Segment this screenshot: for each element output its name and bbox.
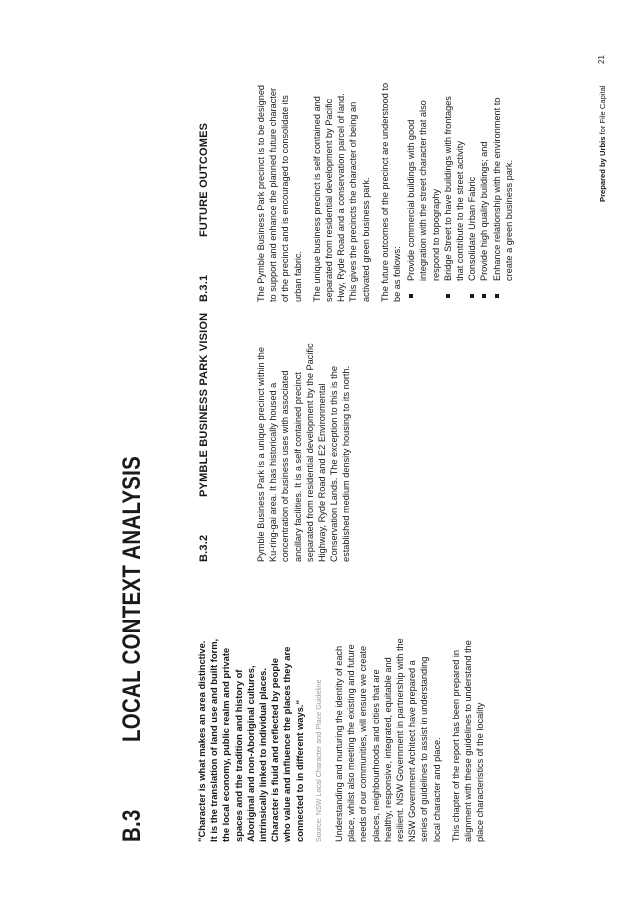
list-item: Provide high quality buildings; and [478, 80, 490, 302]
outcomes-list [405, 80, 515, 302]
outcomes-paragraph-3: The future outcomes of the precinct are understood to be as follows: [379, 82, 403, 302]
left-paragraph-1: Understanding and nurturing the identity of each place, whilst also meeting the existing and future needs of our communities, will ensure we create places, neighbourhoods and cities that are healthy, responsive, integrated, equitable and resilient. NSW Government in partnership with the NSW Government Architect have prepared a series of guidelines to assist in understanding local character and place. [334, 638, 442, 842]
outcomes-title: FUTURE OUTCOMES [198, 122, 210, 237]
footer-client: for File Capital [598, 85, 607, 135]
list-item: Provide commercial buildings with good integration with the street character that also respond to topography [405, 80, 442, 302]
list-item: Enhance relationship with the environment to create a green business park. [491, 80, 515, 302]
outcomes-number: B.3.1 [198, 274, 210, 302]
page-footer [598, 85, 607, 202]
section-heading [118, 456, 147, 842]
section-number: B.3 [118, 809, 146, 842]
right-column [255, 80, 515, 302]
page-number: 21 [597, 55, 606, 64]
outcomes-paragraph-2: The unique business precinct is self contained and separated from residential development by Pacific Hwy, Ryde Road and a conservation parcel of land. This gives the precincts the character of being an activated green business park. [311, 93, 371, 302]
left-paragraph-2: This chapter of the report has been prepared in alignment with these guidelines to understand the place characteristics of the locality [450, 640, 486, 842]
footer-prepared-by: Prepared by Urbis [598, 136, 607, 202]
quote-source: Source: NSW Local Character and Place Guideline [313, 679, 323, 842]
vision-heading [198, 313, 210, 562]
list-item: Consolidate Urban Fabric [466, 80, 478, 302]
left-column [196, 637, 493, 842]
section-title: LOCAL CONTEXT ANALYSIS [118, 455, 146, 742]
vision-title: PYMBLE BUSINESS PARK VISION [198, 312, 210, 497]
middle-column [255, 340, 360, 562]
list-item: Bridge Street to have buildings with frontages that contribute to the street activity [442, 80, 466, 302]
character-quote: "Character is what makes an area distinctive. It is the translation of land use and built form, the local economy, public realm and private spaces and the tradition and history of Aboriginal and non-Aboriginal cultures, intrinsically linked to individual places. Character is fluid and reflected by people who value and influence the places they are connected to in different ways." [196, 638, 305, 842]
vision-number: B.3.2 [198, 534, 210, 562]
vision-paragraph: Pymble Business Park is a unique precinct within the Ku-ring-gai area. It has historically housed a concentration of business uses with associated ancillary facilities. It is a self contained precinct separated from residential development by the Pacific Highway, Ryde Road and E2 Environmental Conservation Lands. The exception to this is the established medium density housing to its north. [256, 343, 352, 562]
outcomes-heading [198, 123, 210, 302]
outcomes-paragraph-1: The Pymble Business Park precinct is to be designed to support and enhance the planned future character of the precinct and is encouraged to consolidate its urban fabric. [256, 84, 303, 302]
